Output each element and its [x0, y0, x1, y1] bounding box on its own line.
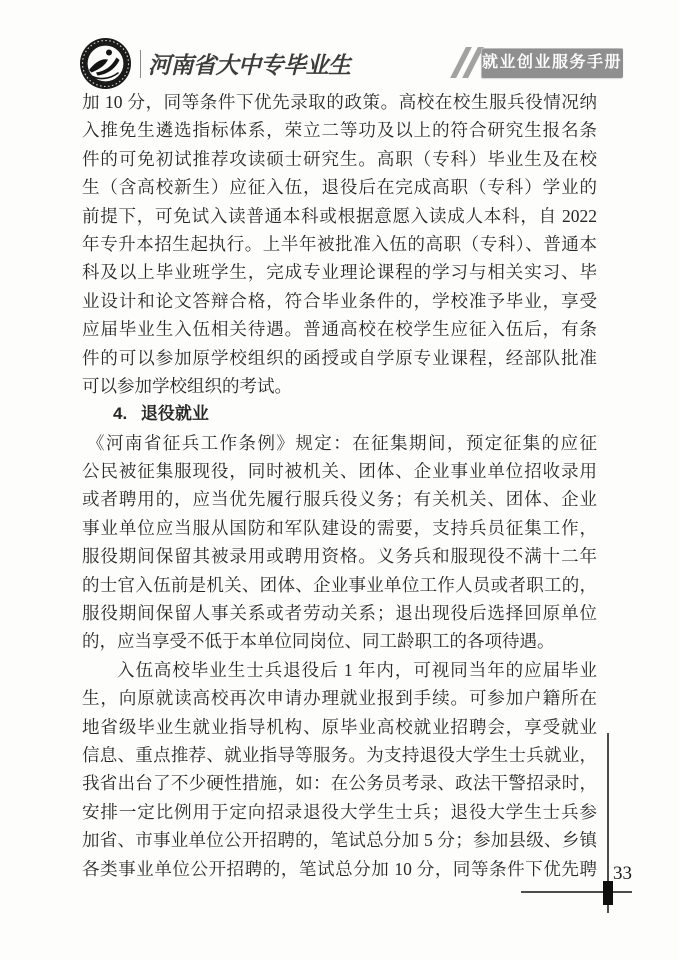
text-line: 服役期间保留其被录用或聘用资格。义务兵和服现役不满十二年	[82, 546, 597, 567]
footer-horizontal-rule	[521, 891, 632, 893]
text-line: 生（含高校新生）应征入伍，退役后在完成高职（专科）学业的	[82, 177, 597, 198]
text-line: 《河南省征兵工作条例》规定：在征集期间，预定征集的应征	[87, 432, 597, 453]
text-line: 年专升本招生起执行。上半年被批准入伍的高职（专科）、普通本	[82, 233, 597, 254]
text-line: 地省级毕业生就业指导机构、原毕业高校就业招聘会，享受就业	[82, 716, 597, 737]
text-line: 可以参加学校组织的考试。	[82, 375, 292, 396]
text-line: 信息、重点推荐、就业指导等服务。为支持退役大学生士兵就业，	[82, 744, 597, 765]
header-divider	[140, 50, 141, 78]
header-title: 河南省大中专毕业生	[148, 53, 351, 78]
text-line: 公民被征集服现役，同时被机关、团体、企业事业单位招收录用	[82, 461, 597, 482]
text-line: 加 10 分，同等条件下优先录取的政策。高校在校生服兵役情况纳	[82, 92, 597, 112]
text-line: 各类事业单位公开招聘的，笔试总分加 10 分，同等条件下优先聘	[82, 858, 597, 879]
footer-tick-mark	[603, 881, 613, 905]
paragraph-continued	[82, 88, 597, 400]
section-heading: 4. 退役就业	[113, 404, 209, 424]
text-line: 或者聘用的，应当优先履行服兵役义务；有关机关、团体、企业	[82, 489, 597, 510]
text-line: 科及以上毕业班学生，完成专业理论课程的学习与相关实习、毕	[82, 262, 597, 283]
text-line: 前提下，可免试入读普通本科或根据意愿入读成人本科，自 2022	[82, 205, 597, 226]
text-line: 业设计和论文答辩合格，符合毕业条件的，学校准予毕业，享受	[82, 290, 597, 311]
header-badge: 就业创业服务手册	[481, 48, 623, 78]
paragraph	[82, 656, 597, 883]
text-line: 的士官入伍前是机关、团体、企业事业单位工作人员或者职工的，	[82, 574, 597, 595]
text-line: 件的可免初试推荐攻读硕士研究生。高职（专科）毕业生及在校	[82, 148, 597, 169]
text-column	[82, 88, 597, 883]
text-line: 应届毕业生入伍相关待遇。普通高校在校学生应征入伍后，有条	[82, 319, 597, 340]
text-line: 入推免生遴选指标体系，荣立二等功及以上的符合研究生报名条	[82, 120, 597, 141]
text-line: 服役期间保留人事关系或者劳动关系；退出现役后选择回原单位	[82, 603, 597, 624]
text-line: 入伍高校毕业生士兵退役后 1 年内，可视同当年的应届毕业	[117, 659, 597, 680]
paragraph	[82, 429, 597, 656]
text-line: 安排一定比例用于定向招录退役大学生士兵；退役大学生士兵参	[82, 801, 597, 822]
text-line: 生，向原就读高校再次申请办理就业报到手续。可参加户籍所在	[82, 688, 597, 709]
seal-logo-icon	[79, 37, 132, 90]
text-line: 件的可以参加原学校组织的函授或自学原专业课程，经部队批准	[82, 347, 597, 368]
text-line: 事业单位应当服从国防和军队建设的需要，支持兵员征集工作，	[82, 517, 597, 538]
page-number: 33	[613, 863, 632, 884]
text-line: 的，应当享受不低于本单位同岗位、同工龄职工的各项待遇。	[82, 631, 555, 652]
text-line: 我省出台了不少硬性措施，如：在公务员考录、政法干警招录时，	[82, 773, 597, 794]
text-line: 加省、市事业单位公开招聘的，笔试总分加 5 分；参加县级、乡镇	[82, 830, 597, 851]
